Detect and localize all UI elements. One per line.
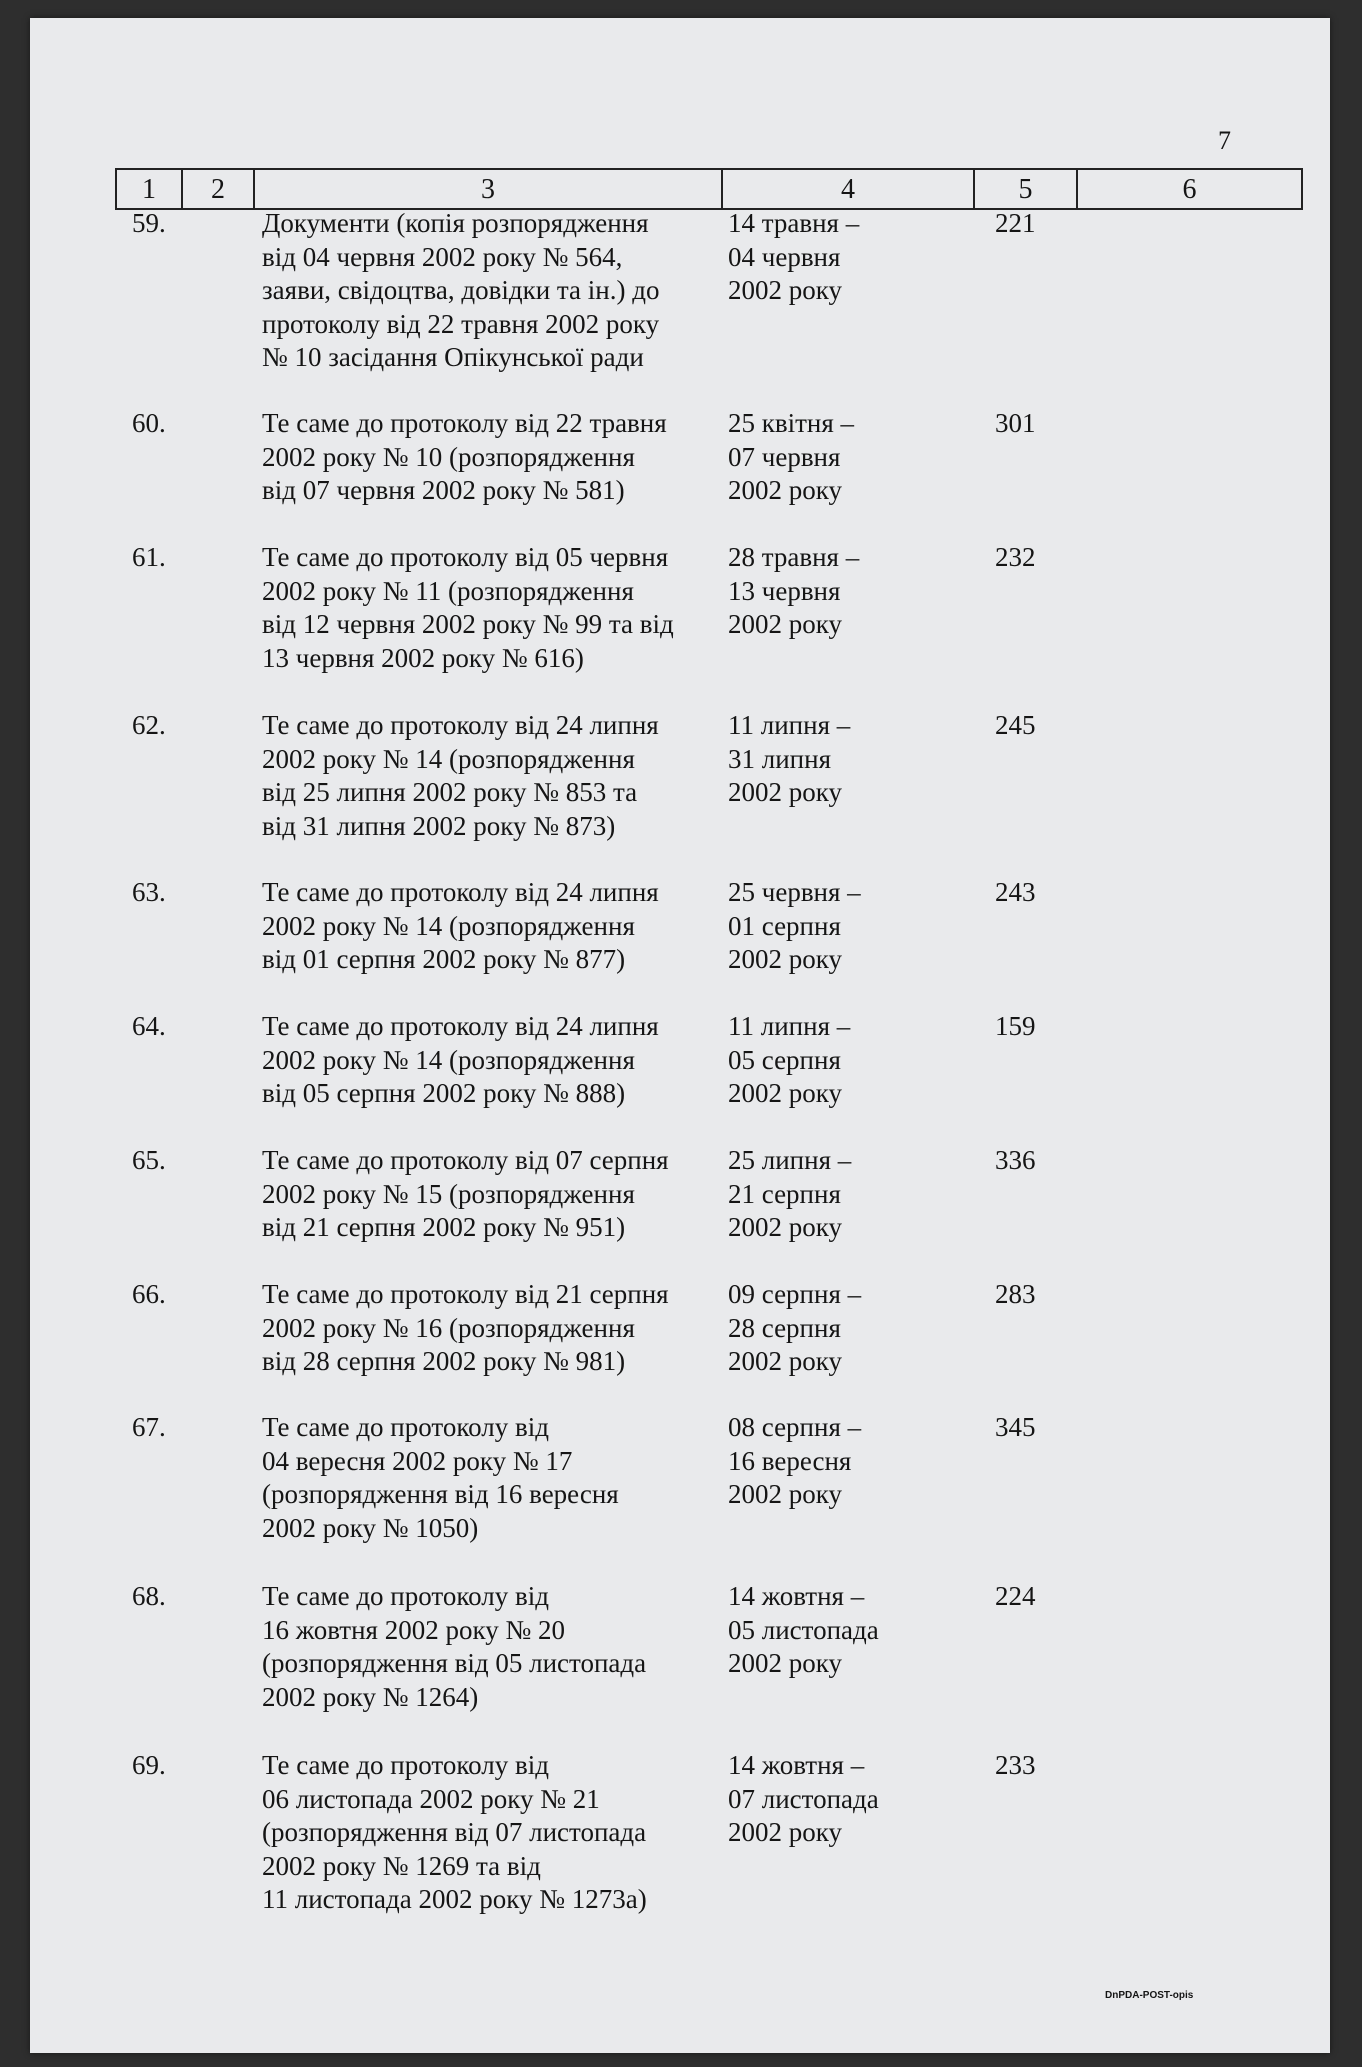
description-line: від 12 червня 2002 року № 99 та від bbox=[262, 609, 674, 639]
dates-line: 25 липня – bbox=[728, 1145, 852, 1175]
dates-line: 2002 року bbox=[728, 1078, 842, 1108]
description-line: Документи (копія розпорядження bbox=[262, 208, 649, 238]
row-sheet-count: 232 bbox=[995, 542, 1036, 572]
description-line: (розпорядження від 05 листопада bbox=[262, 1648, 647, 1678]
page-number: 7 bbox=[1218, 126, 1231, 155]
description-line: від 07 червня 2002 року № 581) bbox=[262, 475, 625, 505]
row-description bbox=[262, 1580, 732, 1714]
row-number: 66. bbox=[132, 1279, 166, 1309]
row-dates bbox=[728, 1278, 908, 1379]
row-dates bbox=[728, 876, 908, 977]
description-line: 04 вересня 2002 року № 17 bbox=[262, 1445, 573, 1476]
row-description bbox=[262, 541, 732, 675]
dates-line: 07 червня bbox=[728, 441, 841, 472]
description-line: 2002 року № 14 (розпорядження bbox=[262, 743, 635, 774]
dates-line: 16 вересня bbox=[728, 1445, 852, 1476]
dates-line: 11 липня – bbox=[728, 1011, 851, 1041]
description-line: від 01 серпня 2002 року № 877) bbox=[262, 944, 626, 974]
description-line: 2002 року № 10 (розпорядження bbox=[262, 441, 635, 472]
row-sheet-count: 233 bbox=[995, 1750, 1036, 1780]
dates-line: 28 травня – bbox=[728, 542, 860, 572]
row-sheet-count: 283 bbox=[995, 1279, 1036, 1309]
description-line: 2002 року № 14 (розпорядження bbox=[262, 1044, 635, 1075]
row-sheet-count: 301 bbox=[995, 408, 1036, 438]
row-number: 63. bbox=[132, 877, 166, 907]
row-sheet-count: 345 bbox=[995, 1412, 1036, 1442]
column-header-1: 1 bbox=[117, 170, 183, 208]
dates-line: 14 жовтня – bbox=[728, 1750, 865, 1780]
description-line: Те саме до протоколу від 05 червня bbox=[262, 542, 669, 572]
dates-line: 01 серпня bbox=[728, 910, 841, 941]
description-line: 2002 року № 1050) bbox=[262, 1512, 479, 1543]
description-line: Те саме до протоколу від 07 серпня bbox=[262, 1145, 669, 1175]
dates-line: 2002 року bbox=[728, 275, 842, 305]
description-line: 06 листопада 2002 року № 21 bbox=[262, 1783, 600, 1814]
description-line: Те саме до протоколу від 22 травня bbox=[262, 408, 667, 438]
description-line: 2002 року № 11 (розпорядження bbox=[262, 575, 634, 606]
description-line: 2002 року № 1269 та від bbox=[262, 1850, 541, 1881]
row-sheet-count: 159 bbox=[995, 1011, 1036, 1041]
column-header-2: 2 bbox=[183, 170, 255, 208]
dates-line: 14 жовтня – bbox=[728, 1581, 865, 1611]
row-number: 67. bbox=[132, 1412, 166, 1442]
dates-line: 2002 року bbox=[728, 475, 842, 505]
description-line: 2002 року № 1264) bbox=[262, 1681, 479, 1712]
dates-line: 2002 року bbox=[728, 1212, 842, 1242]
row-number: 64. bbox=[132, 1011, 166, 1041]
row-number: 60. bbox=[132, 408, 166, 438]
document-page bbox=[30, 18, 1330, 2053]
description-line: від 31 липня 2002 року № 873) bbox=[262, 810, 616, 841]
row-description bbox=[262, 1010, 732, 1111]
row-dates bbox=[728, 207, 908, 308]
description-line: від 28 серпня 2002 року № 981) bbox=[262, 1346, 626, 1376]
dates-line: 2002 року bbox=[728, 1479, 842, 1509]
description-line: 13 червня 2002 року № 616) bbox=[262, 642, 584, 673]
dates-line: 11 липня – bbox=[728, 710, 851, 740]
row-number: 62. bbox=[132, 710, 166, 740]
dates-line: 2002 року bbox=[728, 1346, 842, 1376]
row-sheet-count: 224 bbox=[995, 1581, 1036, 1611]
column-header-5: 5 bbox=[975, 170, 1078, 208]
row-dates bbox=[728, 1144, 908, 1245]
description-line: Те саме до протоколу від bbox=[262, 1750, 549, 1780]
row-description bbox=[262, 1749, 732, 1917]
row-description bbox=[262, 1278, 732, 1379]
column-header-4: 4 bbox=[723, 170, 975, 208]
row-description bbox=[262, 207, 732, 375]
row-number: 61. bbox=[132, 542, 166, 572]
dates-line: 14 травня – bbox=[728, 208, 860, 238]
description-line: протоколу від 22 травня 2002 року bbox=[262, 308, 660, 339]
row-dates bbox=[728, 709, 908, 810]
row-sheet-count: 243 bbox=[995, 877, 1036, 907]
description-line: заяви, свідоцтва, довідки та ін.) до bbox=[262, 275, 660, 305]
row-dates bbox=[728, 1749, 908, 1850]
description-line: Те саме до протоколу від 24 липня bbox=[262, 877, 659, 907]
description-line: 2002 року № 14 (розпорядження bbox=[262, 910, 635, 941]
description-line: від 04 червня 2002 року № 564, bbox=[262, 241, 623, 272]
row-dates bbox=[728, 1010, 908, 1111]
row-number: 69. bbox=[132, 1750, 166, 1780]
row-dates bbox=[728, 1411, 908, 1512]
dates-line: 2002 року bbox=[728, 777, 842, 807]
dates-line: 04 червня bbox=[728, 241, 841, 272]
dates-line: 05 серпня bbox=[728, 1044, 841, 1075]
column-header-6: 6 bbox=[1078, 170, 1303, 208]
row-description bbox=[262, 1144, 732, 1245]
row-number: 68. bbox=[132, 1581, 166, 1611]
column-header-3: 3 bbox=[255, 170, 723, 208]
row-dates bbox=[728, 407, 908, 508]
dates-line: 2002 року bbox=[728, 1648, 842, 1678]
dates-line: 31 липня bbox=[728, 743, 831, 774]
dates-line: 07 листопада bbox=[728, 1783, 879, 1814]
dates-line: 25 квітня – bbox=[728, 408, 855, 438]
row-description bbox=[262, 1411, 732, 1545]
row-sheet-count: 336 bbox=[995, 1145, 1036, 1175]
description-line: Те саме до протоколу від bbox=[262, 1581, 549, 1611]
row-sheet-count: 245 bbox=[995, 710, 1036, 740]
description-line: 11 листопада 2002 року № 1273а) bbox=[262, 1884, 647, 1914]
row-dates bbox=[728, 1580, 908, 1681]
row-number: 59. bbox=[132, 208, 166, 238]
dates-line: 05 листопада bbox=[728, 1614, 879, 1645]
description-line: 2002 року № 15 (розпорядження bbox=[262, 1178, 635, 1209]
description-line: від 21 серпня 2002 року № 951) bbox=[262, 1212, 626, 1242]
dates-line: 08 серпня – bbox=[728, 1412, 862, 1442]
description-line: Те саме до протоколу від 21 серпня bbox=[262, 1279, 669, 1309]
row-dates bbox=[728, 541, 908, 642]
row-description bbox=[262, 876, 732, 977]
dates-line: 21 серпня bbox=[728, 1178, 841, 1209]
dates-line: 2002 року bbox=[728, 609, 842, 639]
row-number: 65. bbox=[132, 1145, 166, 1175]
description-line: від 25 липня 2002 року № 853 та bbox=[262, 777, 638, 807]
description-line: Те саме до протоколу від 24 липня bbox=[262, 1011, 659, 1041]
dates-line: 2002 року bbox=[728, 1817, 842, 1847]
description-line: Те саме до протоколу від bbox=[262, 1412, 549, 1442]
description-line: (розпорядження від 07 листопада bbox=[262, 1817, 647, 1847]
description-line: 16 жовтня 2002 року № 20 bbox=[262, 1614, 565, 1645]
dates-line: 09 серпня – bbox=[728, 1279, 862, 1309]
row-description bbox=[262, 709, 732, 843]
column-header-table bbox=[115, 168, 1303, 210]
dates-line: 2002 року bbox=[728, 944, 842, 974]
description-line: (розпорядження від 16 вересня bbox=[262, 1479, 619, 1509]
row-sheet-count: 221 bbox=[995, 208, 1036, 238]
archive-stamp: DnPDA-POST-opis bbox=[1105, 1990, 1194, 2001]
description-line: від 05 серпня 2002 року № 888) bbox=[262, 1078, 626, 1108]
dates-line: 13 червня bbox=[728, 575, 841, 606]
dates-line: 25 червня – bbox=[728, 877, 861, 907]
dates-line: 28 серпня bbox=[728, 1312, 841, 1343]
description-line: Те саме до протоколу від 24 липня bbox=[262, 710, 659, 740]
description-line: № 10 засідання Опікунської ради bbox=[262, 342, 644, 372]
description-line: 2002 року № 16 (розпорядження bbox=[262, 1312, 635, 1343]
row-description bbox=[262, 407, 732, 508]
